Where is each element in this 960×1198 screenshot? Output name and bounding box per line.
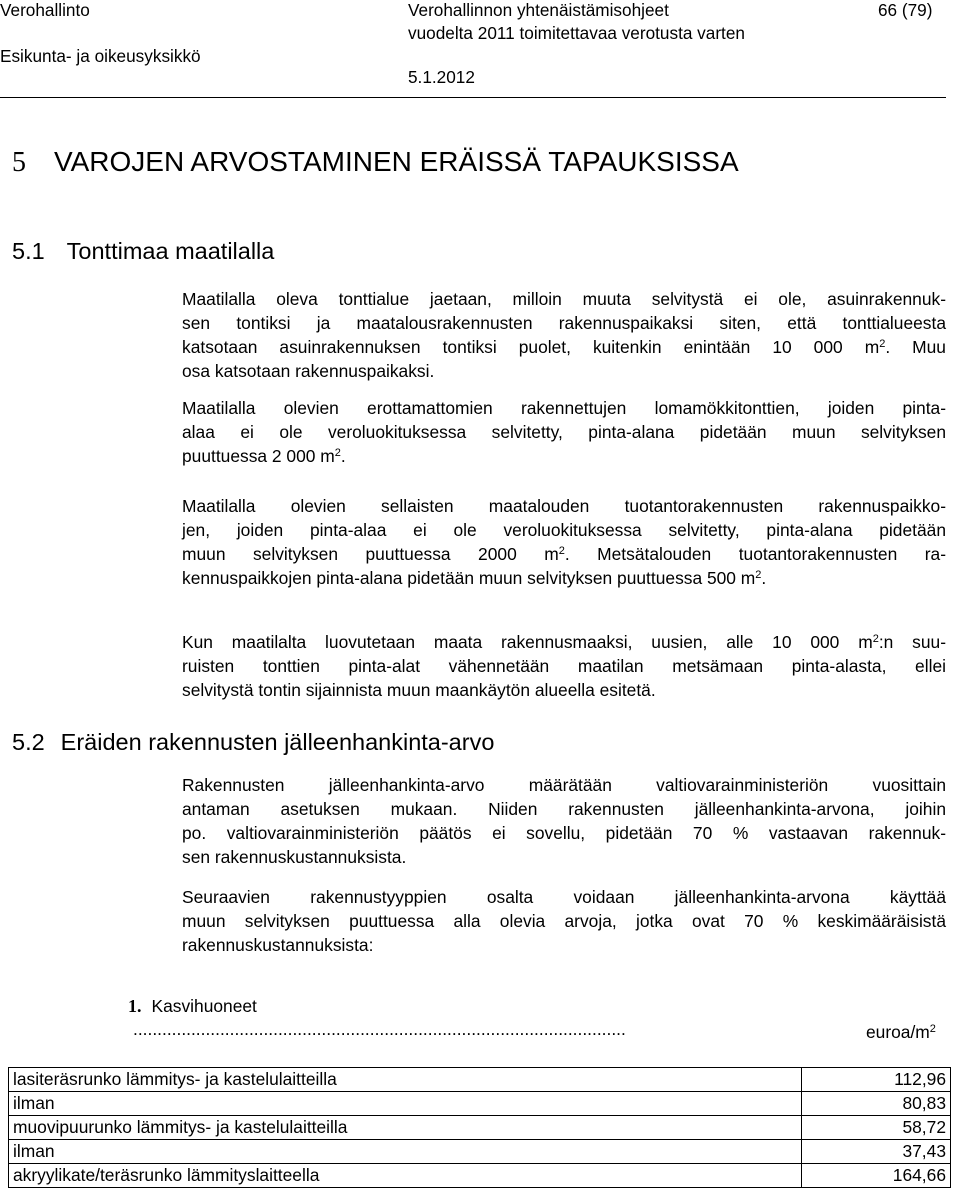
table-cell-label: lasiteräsrunko lämmitys- ja kastelulaitteilla	[9, 1068, 802, 1092]
section-5-2-heading	[12, 729, 494, 756]
list-item-number: 1.	[128, 996, 142, 1016]
text-line: sen tontiksi ja maatalousrakennusten rakennuspaikaksi siten, että tonttialueesta	[182, 313, 946, 333]
list-item-heading	[128, 996, 257, 1017]
header-date: 5.1.2012	[408, 67, 475, 87]
text-segment: .	[761, 568, 767, 588]
text-segment: . Muu	[885, 337, 946, 357]
paragraph-5-1-1	[182, 287, 946, 383]
text-line: selvitystä tontin sijainnista muun maankäytön alueella esitetä.	[182, 680, 656, 700]
text-line: alaa ei ole veroluokituksessa selvitetty, pinta-alana pidetään muun selvityksen	[182, 422, 946, 442]
superscript: 2	[872, 632, 879, 645]
table-row	[9, 1092, 951, 1116]
section-5-1-number: 5.1	[12, 238, 45, 264]
table-cell-label: ilman	[9, 1140, 802, 1164]
table-cell-label: muovipuurunko lämmitys- ja kastelulaitteilla	[9, 1116, 802, 1140]
superscript: 2	[755, 568, 762, 581]
table-cell-value: 164,66	[802, 1164, 951, 1188]
text-line	[182, 542, 946, 566]
table-cell-value: 80,83	[802, 1092, 951, 1116]
section-5-2-number: 5.2	[12, 729, 45, 755]
text-line: muun selvityksen puuttuessa alla olevia arvoja, jotka ovat 70 % keskimääräisistä	[182, 911, 946, 931]
text-line	[182, 630, 946, 654]
header-doc-title: Verohallinnon yhtenäistämisohjeet	[408, 0, 669, 20]
table-cell-value: 37,43	[802, 1140, 951, 1164]
section-5-2-title: Eräiden rakennusten jälleenhankinta-arvo	[60, 729, 495, 755]
table-cell-label: akryylikate/teräsrunko lämmityslaitteella	[9, 1164, 802, 1188]
header-doc-subtitle: vuodelta 2011 toimitettavaa verotusta varten	[408, 23, 745, 43]
superscript: 2	[879, 337, 886, 350]
superscript: 2	[334, 446, 341, 459]
text-segment: :n suu-	[878, 632, 946, 652]
paragraph-5-2-2	[182, 885, 946, 957]
paragraph-5-1-4	[182, 630, 946, 702]
text-line: rakennuskustannuksista:	[182, 935, 374, 955]
superscript: 2	[929, 1022, 936, 1035]
unit-label	[866, 1022, 936, 1043]
table-cell-value: 112,96	[802, 1068, 951, 1092]
text-line: antaman asetuksen mukaan. Niiden rakennusten jälleenhankinta-arvona, joihin	[182, 799, 946, 819]
text-line	[182, 335, 946, 359]
paragraph-5-1-3	[182, 494, 946, 590]
text-line: sen rakennuskustannuksista.	[182, 847, 407, 867]
text-line: Rakennusten jälleenhankinta-arvo määrätään valtiovarainministeriön vuosittain	[182, 775, 946, 795]
section-5-title: VAROJEN ARVOSTAMINEN ERÄISSÄ TAPAUKSISSA	[54, 146, 739, 177]
text-line	[182, 566, 946, 590]
text-line: Maatilalla olevien erottamattomien rakennettujen lomamökkitonttien, joiden pinta-	[182, 398, 946, 418]
unit-text: euroa/m	[866, 1022, 930, 1042]
text-segment: kennuspaikkojen pinta-alana pidetään muun selvityksen puuttuessa 500 m	[182, 568, 756, 588]
section-5-1-heading	[12, 238, 274, 265]
text-segment: katsotaan asuinrakennuksen tontiksi puolet, kuitenkin enintään 10 000 m	[182, 337, 880, 357]
header-page-number: 66 (79)	[878, 0, 933, 20]
section-5-number: 5	[12, 147, 26, 178]
price-table	[8, 1067, 951, 1188]
table-cell-value: 58,72	[802, 1116, 951, 1140]
text-segment: puuttuessa 2 000 m	[182, 446, 335, 466]
list-item-title: Kasvihuoneet	[151, 996, 257, 1016]
table-row	[9, 1164, 951, 1188]
header-divider	[0, 97, 946, 98]
text-line: Maatilalla olevien sellaisten maatalouden tuotantorakennusten rakennuspaikko-	[182, 496, 946, 516]
table-cell-label: ilman	[9, 1092, 802, 1116]
text-line: ruisten tonttien pinta-alat vähennetään maatilan metsämaan pinta-alasta, ellei	[182, 656, 946, 676]
text-segment: . Metsätalouden tuotantorakennusten ra-	[564, 544, 946, 564]
text-line: Seuraavien rakennustyyppien osalta voidaan jälleenhankinta-arvona käyttää	[182, 887, 946, 907]
section-5-1-title: Tonttimaa maatilalla	[66, 238, 275, 264]
leader-dots: ......................................................................................................	[133, 1019, 626, 1039]
text-line: Maatilalla oleva tonttialue jaetaan, milloin muuta selvitystä ei ole, asuinrakennuk-	[182, 289, 946, 309]
text-segment: muun selvityksen puuttuessa 2000 m	[182, 544, 559, 564]
header-unit: Esikunta- ja oikeusyksikkö	[0, 46, 201, 66]
text-segment: Kun maatilalta luovutetaan maata rakennusmaaksi, uusien, alle 10 000 m	[182, 632, 873, 652]
header-org: Verohallinto	[0, 0, 90, 20]
table-row	[9, 1068, 951, 1092]
text-line: osa katsotaan rakennuspaikaksi.	[182, 361, 435, 381]
paragraph-5-2-1	[182, 773, 946, 869]
text-line: jen, joiden pinta-alaa ei ole veroluokituksessa selvitetty, pinta-alana pidetään	[182, 520, 946, 540]
superscript: 2	[558, 544, 565, 557]
section-5-heading	[12, 146, 739, 179]
text-line	[182, 444, 946, 468]
table-row	[9, 1116, 951, 1140]
text-segment: .	[340, 446, 346, 466]
text-line: po. valtiovarainministeriön päätös ei sovellu, pidetään 70 % vastaavan rakennuk-	[182, 823, 946, 843]
table-row	[9, 1140, 951, 1164]
paragraph-5-1-2	[182, 396, 946, 468]
